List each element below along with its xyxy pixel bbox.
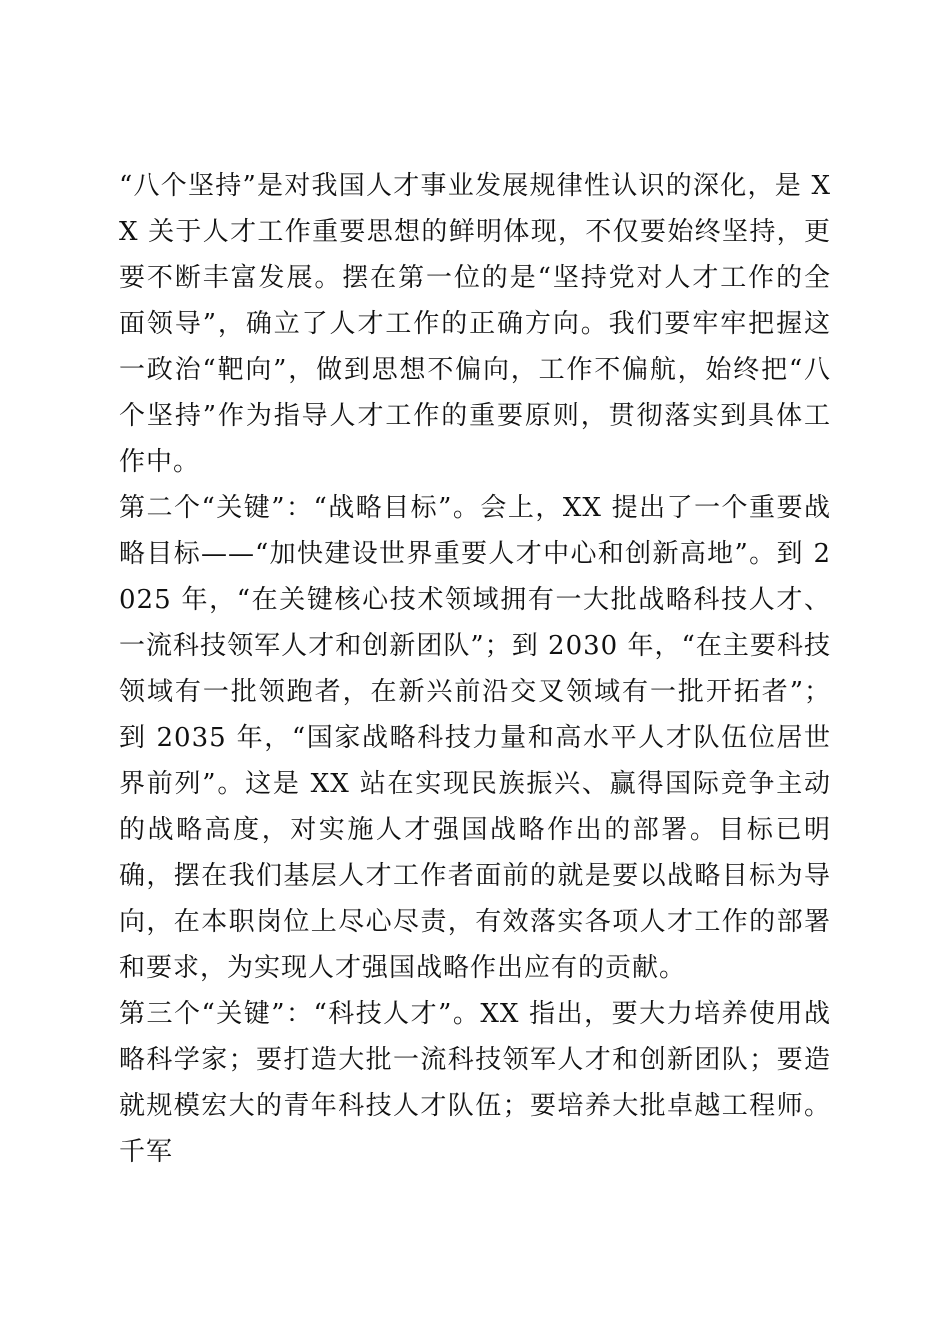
paragraph-strategic-goal: 第二个“关键”：“战略目标”。会上，XX 提出了一个重要战略目标——“加快建设世界重要人才中心和创新高地”。到 2025 年，“在关键核心技术领域拥有一大批战略科技人才、一流科技领军人才和创新团队”；到 2030 年，“在主要科技领域有一批领跑者，在新兴前沿交叉领域有一批开拓者”；到 2035 年，“国家战略科技力量和高水平人才队伍位居世界前列”。这是 XX 站在实现民族振兴、赢得国际竞争主动的战略高度，对实施人才强国战略作出的部署。目标已明确，摆在我们基层人才工作者面前的就是要以战略目标为导向，在本职岗位上尽心尽责，有效落实各项人才工作的部署和要求，为实现人才强国战略作出应有的贡献。 — [119, 493, 831, 983]
paragraph-tech-talent: 第三个“关键”：“科技人才”。XX 指出，要大力培养使用战略科学家；要打造大批一流科技领军人才和创新团队；要造就规模宏大的青年科技人才队伍；要培养大批卓越工程师。千军 — [119, 999, 831, 1167]
paragraph-eight-persistences: “八个坚持”是对我国人才事业发展规律性认识的深化，是 XX 关于人才工作重要思想的鲜明体现，不仅要始终坚持，更要不断丰富发展。摆在第一位的是“坚持党对人才工作的全面领导”，确立了人才工作的正确方向。我们要牢牢把握这一政治“靶向”，做到思想不偏向，工作不偏航，始终把“八个坚持”作为指导人才工作的重要原则，贯彻落实到具体工作中。 — [119, 171, 831, 477]
document-body — [119, 163, 831, 1175]
